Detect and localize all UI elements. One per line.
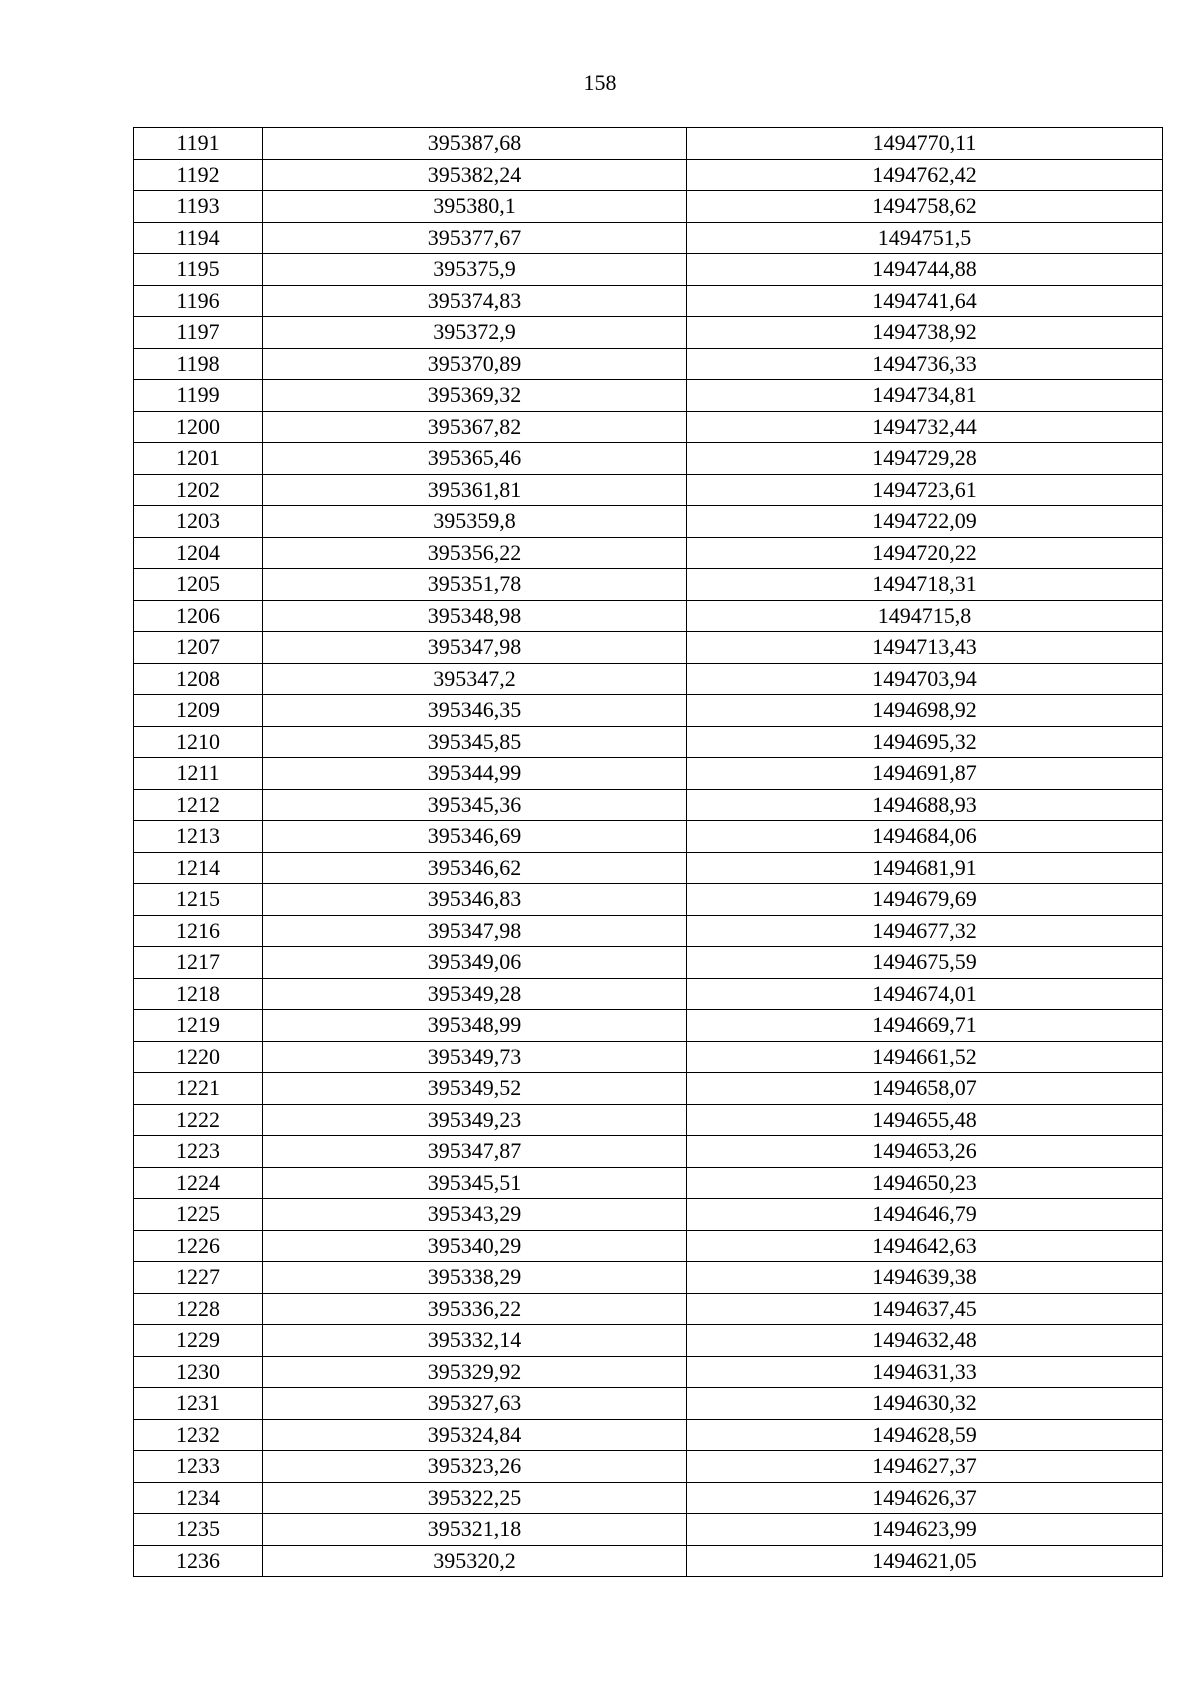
table-row bbox=[134, 537, 1163, 569]
y-coordinate-cell: 1494691,87 bbox=[687, 758, 1163, 790]
point-number-cell: 1209 bbox=[134, 695, 263, 727]
y-coordinate-cell: 1494703,94 bbox=[687, 663, 1163, 695]
x-coordinate-cell: 395332,14 bbox=[263, 1325, 687, 1357]
y-coordinate-cell: 1494715,8 bbox=[687, 600, 1163, 632]
y-coordinate-cell: 1494653,26 bbox=[687, 1136, 1163, 1168]
x-coordinate-cell: 395327,63 bbox=[263, 1388, 687, 1420]
y-coordinate-cell: 1494734,81 bbox=[687, 380, 1163, 412]
point-number-cell: 1196 bbox=[134, 285, 263, 317]
table-row bbox=[134, 506, 1163, 538]
x-coordinate-cell: 395340,29 bbox=[263, 1230, 687, 1262]
table-row bbox=[134, 1262, 1163, 1294]
y-coordinate-cell: 1494639,38 bbox=[687, 1262, 1163, 1294]
x-coordinate-cell: 395369,32 bbox=[263, 380, 687, 412]
y-coordinate-cell: 1494732,44 bbox=[687, 411, 1163, 443]
table-row bbox=[134, 632, 1163, 664]
table-row bbox=[134, 884, 1163, 916]
point-number-cell: 1217 bbox=[134, 947, 263, 979]
x-coordinate-cell: 395367,82 bbox=[263, 411, 687, 443]
y-coordinate-cell: 1494738,92 bbox=[687, 317, 1163, 349]
y-coordinate-cell: 1494751,5 bbox=[687, 222, 1163, 254]
x-coordinate-cell: 395380,1 bbox=[263, 191, 687, 223]
point-number-cell: 1214 bbox=[134, 852, 263, 884]
x-coordinate-cell: 395349,23 bbox=[263, 1104, 687, 1136]
table-row bbox=[134, 695, 1163, 727]
x-coordinate-cell: 395372,9 bbox=[263, 317, 687, 349]
point-number-cell: 1220 bbox=[134, 1041, 263, 1073]
x-coordinate-cell: 395365,46 bbox=[263, 443, 687, 475]
point-number-cell: 1227 bbox=[134, 1262, 263, 1294]
y-coordinate-cell: 1494684,06 bbox=[687, 821, 1163, 853]
y-coordinate-cell: 1494674,01 bbox=[687, 978, 1163, 1010]
point-number-cell: 1198 bbox=[134, 348, 263, 380]
y-coordinate-cell: 1494770,11 bbox=[687, 128, 1163, 160]
y-coordinate-cell: 1494679,69 bbox=[687, 884, 1163, 916]
x-coordinate-cell: 395346,69 bbox=[263, 821, 687, 853]
table-row bbox=[134, 663, 1163, 695]
y-coordinate-cell: 1494758,62 bbox=[687, 191, 1163, 223]
point-number-cell: 1193 bbox=[134, 191, 263, 223]
point-number-cell: 1222 bbox=[134, 1104, 263, 1136]
point-number-cell: 1229 bbox=[134, 1325, 263, 1357]
table-row bbox=[134, 947, 1163, 979]
x-coordinate-cell: 395338,29 bbox=[263, 1262, 687, 1294]
x-coordinate-cell: 395347,98 bbox=[263, 915, 687, 947]
y-coordinate-cell: 1494762,42 bbox=[687, 159, 1163, 191]
x-coordinate-cell: 395345,51 bbox=[263, 1167, 687, 1199]
x-coordinate-cell: 395375,9 bbox=[263, 254, 687, 286]
point-number-cell: 1218 bbox=[134, 978, 263, 1010]
point-number-cell: 1203 bbox=[134, 506, 263, 538]
x-coordinate-cell: 395323,26 bbox=[263, 1451, 687, 1483]
point-number-cell: 1204 bbox=[134, 537, 263, 569]
y-coordinate-cell: 1494632,48 bbox=[687, 1325, 1163, 1357]
point-number-cell: 1215 bbox=[134, 884, 263, 916]
table-row bbox=[134, 317, 1163, 349]
point-number-cell: 1197 bbox=[134, 317, 263, 349]
point-number-cell: 1207 bbox=[134, 632, 263, 664]
table-row bbox=[134, 380, 1163, 412]
table-row bbox=[134, 128, 1163, 160]
y-coordinate-cell: 1494630,32 bbox=[687, 1388, 1163, 1420]
point-number-cell: 1219 bbox=[134, 1010, 263, 1042]
point-number-cell: 1225 bbox=[134, 1199, 263, 1231]
table-row bbox=[134, 569, 1163, 601]
y-coordinate-cell: 1494650,23 bbox=[687, 1167, 1163, 1199]
x-coordinate-cell: 395359,8 bbox=[263, 506, 687, 538]
x-coordinate-cell: 395374,83 bbox=[263, 285, 687, 317]
table-row bbox=[134, 1419, 1163, 1451]
table-row bbox=[134, 978, 1163, 1010]
x-coordinate-cell: 395347,87 bbox=[263, 1136, 687, 1168]
x-coordinate-cell: 395346,62 bbox=[263, 852, 687, 884]
point-number-cell: 1194 bbox=[134, 222, 263, 254]
point-number-cell: 1224 bbox=[134, 1167, 263, 1199]
y-coordinate-cell: 1494723,61 bbox=[687, 474, 1163, 506]
y-coordinate-cell: 1494741,64 bbox=[687, 285, 1163, 317]
x-coordinate-cell: 395377,67 bbox=[263, 222, 687, 254]
x-coordinate-cell: 395370,89 bbox=[263, 348, 687, 380]
x-coordinate-cell: 395345,85 bbox=[263, 726, 687, 758]
y-coordinate-cell: 1494621,05 bbox=[687, 1545, 1163, 1577]
y-coordinate-cell: 1494695,32 bbox=[687, 726, 1163, 758]
y-coordinate-cell: 1494736,33 bbox=[687, 348, 1163, 380]
point-number-cell: 1235 bbox=[134, 1514, 263, 1546]
x-coordinate-cell: 395348,99 bbox=[263, 1010, 687, 1042]
x-coordinate-cell: 395347,98 bbox=[263, 632, 687, 664]
y-coordinate-cell: 1494655,48 bbox=[687, 1104, 1163, 1136]
table-row bbox=[134, 852, 1163, 884]
point-number-cell: 1206 bbox=[134, 600, 263, 632]
x-coordinate-cell: 395321,18 bbox=[263, 1514, 687, 1546]
table-row bbox=[134, 1073, 1163, 1105]
table-row bbox=[134, 411, 1163, 443]
x-coordinate-cell: 395382,24 bbox=[263, 159, 687, 191]
table-row bbox=[134, 1199, 1163, 1231]
point-number-cell: 1200 bbox=[134, 411, 263, 443]
table-row bbox=[134, 1514, 1163, 1546]
x-coordinate-cell: 395356,22 bbox=[263, 537, 687, 569]
y-coordinate-cell: 1494646,79 bbox=[687, 1199, 1163, 1231]
table-row bbox=[134, 1010, 1163, 1042]
table-row bbox=[134, 443, 1163, 475]
point-number-cell: 1231 bbox=[134, 1388, 263, 1420]
point-number-cell: 1216 bbox=[134, 915, 263, 947]
x-coordinate-cell: 395351,78 bbox=[263, 569, 687, 601]
point-number-cell: 1210 bbox=[134, 726, 263, 758]
table-row bbox=[134, 1388, 1163, 1420]
y-coordinate-cell: 1494713,43 bbox=[687, 632, 1163, 664]
table-row bbox=[134, 600, 1163, 632]
y-coordinate-cell: 1494729,28 bbox=[687, 443, 1163, 475]
y-coordinate-cell: 1494642,63 bbox=[687, 1230, 1163, 1262]
table-row bbox=[134, 222, 1163, 254]
table-row bbox=[134, 821, 1163, 853]
point-number-cell: 1192 bbox=[134, 159, 263, 191]
y-coordinate-cell: 1494720,22 bbox=[687, 537, 1163, 569]
table-row bbox=[134, 285, 1163, 317]
x-coordinate-cell: 395345,36 bbox=[263, 789, 687, 821]
table-row bbox=[134, 915, 1163, 947]
point-number-cell: 1236 bbox=[134, 1545, 263, 1577]
x-coordinate-cell: 395349,28 bbox=[263, 978, 687, 1010]
table-row bbox=[134, 159, 1163, 191]
table-row bbox=[134, 789, 1163, 821]
x-coordinate-cell: 395322,25 bbox=[263, 1482, 687, 1514]
y-coordinate-cell: 1494688,93 bbox=[687, 789, 1163, 821]
y-coordinate-cell: 1494718,31 bbox=[687, 569, 1163, 601]
table-row bbox=[134, 1136, 1163, 1168]
table-row bbox=[134, 1293, 1163, 1325]
x-coordinate-cell: 395348,98 bbox=[263, 600, 687, 632]
point-number-cell: 1234 bbox=[134, 1482, 263, 1514]
point-number-cell: 1233 bbox=[134, 1451, 263, 1483]
y-coordinate-cell: 1494637,45 bbox=[687, 1293, 1163, 1325]
y-coordinate-cell: 1494661,52 bbox=[687, 1041, 1163, 1073]
table-row bbox=[134, 1482, 1163, 1514]
x-coordinate-cell: 395349,73 bbox=[263, 1041, 687, 1073]
point-number-cell: 1232 bbox=[134, 1419, 263, 1451]
table-row bbox=[134, 1104, 1163, 1136]
y-coordinate-cell: 1494681,91 bbox=[687, 852, 1163, 884]
point-number-cell: 1223 bbox=[134, 1136, 263, 1168]
x-coordinate-cell: 395344,99 bbox=[263, 758, 687, 790]
point-number-cell: 1226 bbox=[134, 1230, 263, 1262]
point-number-cell: 1195 bbox=[134, 254, 263, 286]
table-row bbox=[134, 1356, 1163, 1388]
y-coordinate-cell: 1494626,37 bbox=[687, 1482, 1163, 1514]
point-number-cell: 1208 bbox=[134, 663, 263, 695]
table-row bbox=[134, 1230, 1163, 1262]
x-coordinate-cell: 395329,92 bbox=[263, 1356, 687, 1388]
y-coordinate-cell: 1494669,71 bbox=[687, 1010, 1163, 1042]
point-number-cell: 1191 bbox=[134, 128, 263, 160]
y-coordinate-cell: 1494744,88 bbox=[687, 254, 1163, 286]
x-coordinate-cell: 395343,29 bbox=[263, 1199, 687, 1231]
y-coordinate-cell: 1494722,09 bbox=[687, 506, 1163, 538]
table-row bbox=[134, 254, 1163, 286]
x-coordinate-cell: 395349,06 bbox=[263, 947, 687, 979]
point-number-cell: 1205 bbox=[134, 569, 263, 601]
point-number-cell: 1202 bbox=[134, 474, 263, 506]
table-row bbox=[134, 1545, 1163, 1577]
table-row bbox=[134, 348, 1163, 380]
x-coordinate-cell: 395324,84 bbox=[263, 1419, 687, 1451]
table-row bbox=[134, 758, 1163, 790]
table-row bbox=[134, 726, 1163, 758]
x-coordinate-cell: 395361,81 bbox=[263, 474, 687, 506]
y-coordinate-cell: 1494623,99 bbox=[687, 1514, 1163, 1546]
point-number-cell: 1211 bbox=[134, 758, 263, 790]
point-number-cell: 1213 bbox=[134, 821, 263, 853]
x-coordinate-cell: 395387,68 bbox=[263, 128, 687, 160]
table-row bbox=[134, 1451, 1163, 1483]
table-row bbox=[134, 1325, 1163, 1357]
point-number-cell: 1199 bbox=[134, 380, 263, 412]
point-number-cell: 1228 bbox=[134, 1293, 263, 1325]
table-row bbox=[134, 191, 1163, 223]
x-coordinate-cell: 395336,22 bbox=[263, 1293, 687, 1325]
y-coordinate-cell: 1494627,37 bbox=[687, 1451, 1163, 1483]
page-number: 158 bbox=[583, 70, 617, 95]
point-number-cell: 1201 bbox=[134, 443, 263, 475]
x-coordinate-cell: 395346,35 bbox=[263, 695, 687, 727]
y-coordinate-cell: 1494698,92 bbox=[687, 695, 1163, 727]
table-row bbox=[134, 1167, 1163, 1199]
point-number-cell: 1230 bbox=[134, 1356, 263, 1388]
table-row bbox=[134, 474, 1163, 506]
x-coordinate-cell: 395347,2 bbox=[263, 663, 687, 695]
point-number-cell: 1221 bbox=[134, 1073, 263, 1105]
x-coordinate-cell: 395349,52 bbox=[263, 1073, 687, 1105]
y-coordinate-cell: 1494631,33 bbox=[687, 1356, 1163, 1388]
y-coordinate-cell: 1494628,59 bbox=[687, 1419, 1163, 1451]
y-coordinate-cell: 1494677,32 bbox=[687, 915, 1163, 947]
y-coordinate-cell: 1494658,07 bbox=[687, 1073, 1163, 1105]
x-coordinate-cell: 395320,2 bbox=[263, 1545, 687, 1577]
point-number-cell: 1212 bbox=[134, 789, 263, 821]
table-row bbox=[134, 1041, 1163, 1073]
y-coordinate-cell: 1494675,59 bbox=[687, 947, 1163, 979]
coordinates-table-body bbox=[134, 128, 1163, 1577]
coordinates-table bbox=[133, 127, 1163, 1577]
x-coordinate-cell: 395346,83 bbox=[263, 884, 687, 916]
